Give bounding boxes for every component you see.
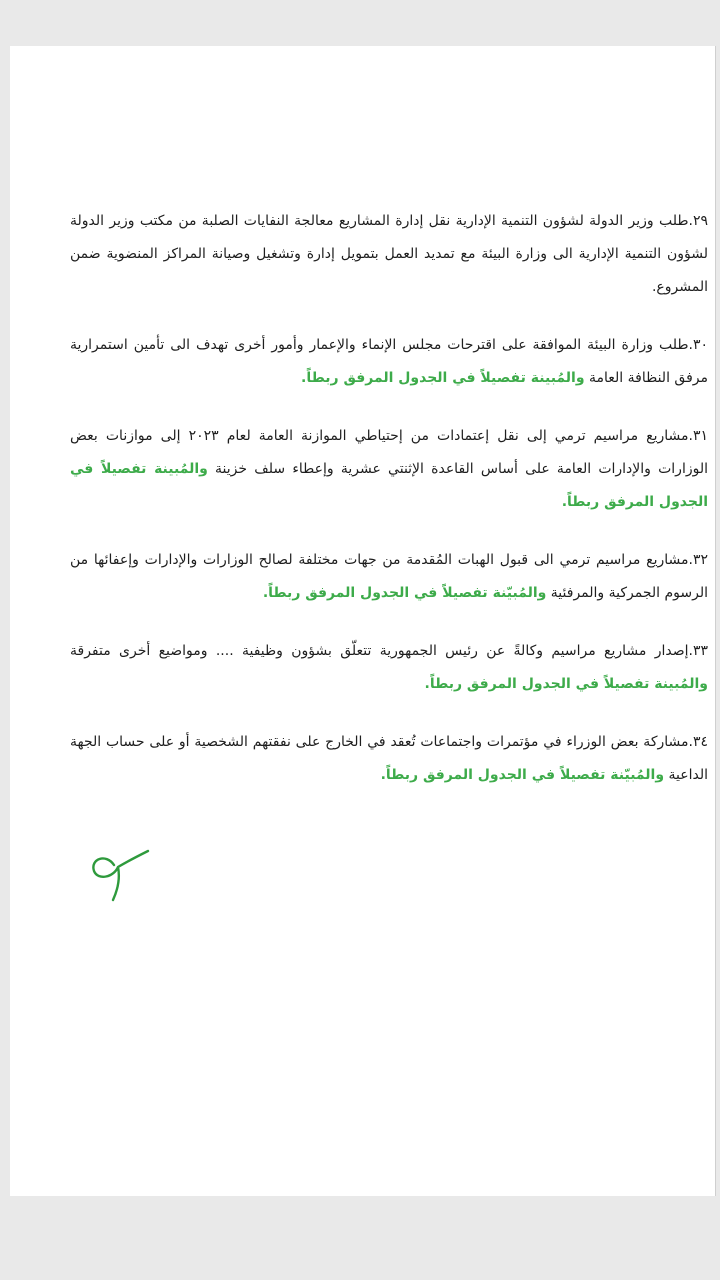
item-number: ٢٩. <box>688 213 708 229</box>
item-highlight: والمُبيّنة تفصيلاً في الجدول المرفق ربطاً. <box>380 767 665 783</box>
signature-stroke <box>93 851 148 900</box>
agenda-item-31 <box>70 420 708 519</box>
item-number: ٣٣. <box>688 643 708 659</box>
signature-mark <box>80 845 155 905</box>
top-backdrop <box>0 0 720 46</box>
item-text: مشاركة بعض الوزراء في مؤتمرات واجتماعات تُعقد في الخارج على نفقتهم الشخصية أو على حساب الجهة الداعية <box>70 734 708 783</box>
item-number: ٣١. <box>688 428 709 444</box>
agenda-item-33 <box>70 635 708 701</box>
item-text: طلب وزير الدولة لشؤون التنمية الإدارية نقل إدارة المشاريع معالجة النفايات الصلبة من مكتب وزير الدولة لشؤون التنمية الإدارية الى وزارة البيئة مع تمديد العمل بتمويل إدارة وتشغيل وصيانة المراكز المنضوية ضمن المشروع. <box>70 213 708 295</box>
agenda-item-34 <box>70 726 708 792</box>
item-text: مشاريع مراسيم ترمي إلى نقل إعتمادات من إحتياطي الموازنة العامة لعام ٢٠٢٣ إلى موازنات بعض الوزارات والإدارات العامة على أساس القاعدة الإثنتي عشرية وإعطاء سلف خزينة <box>70 428 708 477</box>
item-highlight: والمُبينة تفصيلاً في الجدول المرفق ربطاً. <box>301 370 585 386</box>
item-number: ٣٤. <box>688 734 708 750</box>
item-number: ٣٠. <box>688 337 708 353</box>
bottom-backdrop <box>0 1196 720 1280</box>
item-highlight: والمُبيّنة تفصيلاً في الجدول المرفق ربطاً. <box>262 585 547 601</box>
item-highlight: والمُبينة تفصيلاً في الجدول المرفق ربطاً. <box>70 461 708 510</box>
agenda-item-32 <box>70 544 708 610</box>
agenda-item-29 <box>70 205 708 304</box>
item-text: طلب وزارة البيئة الموافقة على اقترحات مجلس الإنماء والإعمار وأمور أخرى تهدف الى تأمين استمرارية مرفق النظافة العامة <box>70 337 708 386</box>
item-number: ٣٢. <box>688 552 708 568</box>
item-text: إصدار مشاريع مراسيم وكالةً عن رئيس الجمهورية تتعلّق بشؤون وظيفية .... ومواضيع أخرى متفرقة <box>70 643 689 659</box>
agenda-item-30 <box>70 329 708 395</box>
item-highlight: والمُبينة تفصيلاً في الجدول المرفق ربطاً. <box>424 676 708 692</box>
item-text: مشاريع مراسيم ترمي الى قبول الهبات المُقدمة من جهات مختلفة لصالح الوزارات والإدارات وإعفائها من الرسوم الجمركية والمرفئية <box>70 552 708 601</box>
agenda-list <box>70 205 708 817</box>
